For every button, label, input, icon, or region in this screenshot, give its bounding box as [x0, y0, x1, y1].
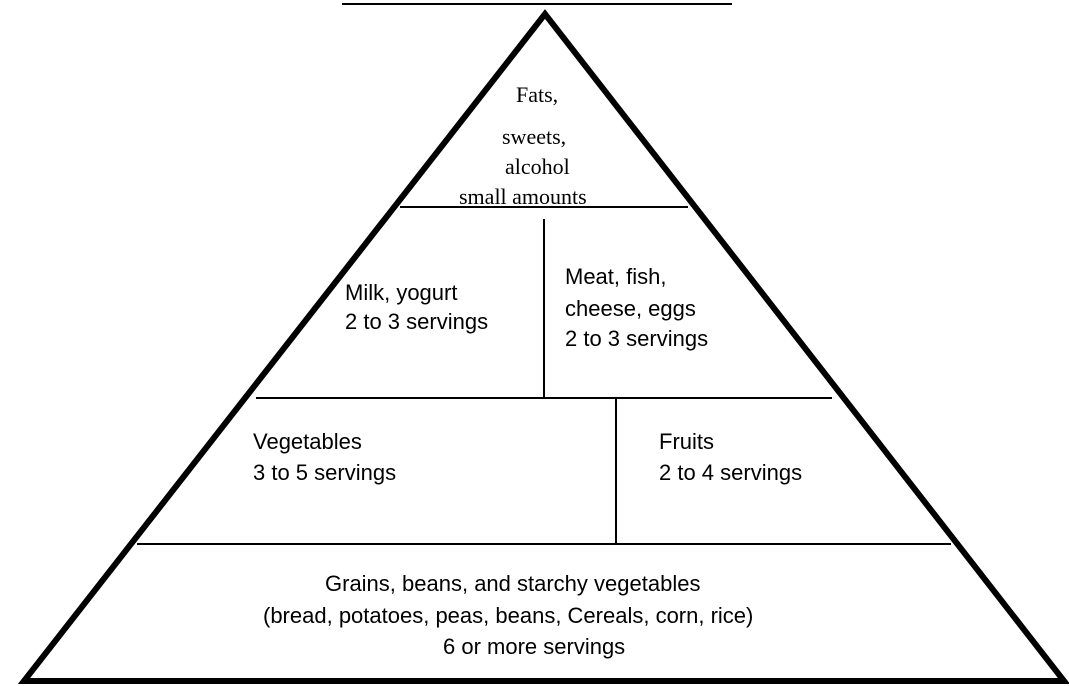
grains-examples: (bread, potatoes, peas, beans, Cereals, corn, rice) — [263, 603, 754, 628]
vegetables-servings: 3 to 5 servings — [253, 460, 397, 485]
vegetables-label: Vegetables — [253, 429, 362, 454]
fruits-label: Fruits — [659, 429, 714, 454]
milk-label: Milk, yogurt — [345, 280, 458, 305]
grains-label: Grains, beans, and starchy vegetables — [325, 571, 701, 596]
top-tier-line4: small amounts — [459, 184, 587, 209]
meat-servings: 2 to 3 servings — [565, 326, 709, 351]
meat-label-line2: cheese, eggs — [565, 296, 696, 321]
milk-servings: 2 to 3 servings — [345, 309, 489, 334]
top-tier-line2: sweets, — [502, 124, 567, 149]
fruits-servings: 2 to 4 servings — [659, 460, 803, 485]
meat-label-line1: Meat, fish, — [565, 264, 667, 289]
top-tier-line3: alcohol — [505, 154, 570, 179]
grains-servings: 6 or more servings — [443, 634, 626, 659]
top-tier-line1: Fats, — [516, 82, 559, 107]
